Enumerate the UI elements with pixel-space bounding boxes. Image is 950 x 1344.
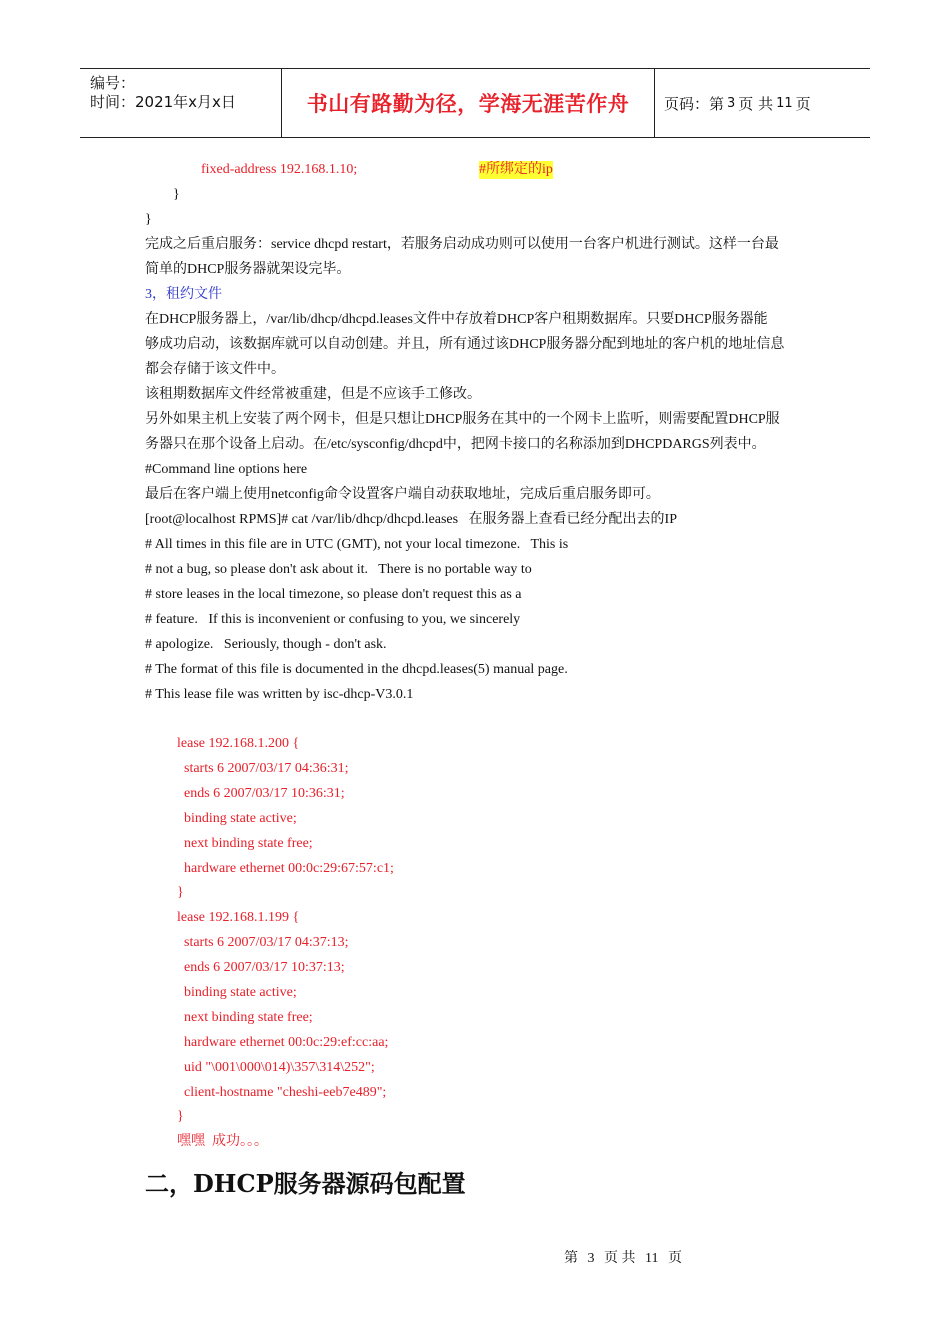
nic-text-2: 务器只在那个设备上启动。在/etc/sysconfig/dhcpd中，把网卡接口的名称添加到DHCPDARGS列表中。: [145, 437, 766, 452]
page-header: [80, 68, 870, 138]
leases-comment-7: # This lease file was written by isc-dhcp-V3.0.1: [145, 687, 414, 702]
success-note: 嘿嘿 成功。。。: [177, 1134, 268, 1149]
lease2-close: }: [177, 1109, 184, 1124]
leases-comment-2: # not a bug, so please don't ask about it. There is no portable way to: [145, 562, 532, 577]
footer-current: 3: [587, 1251, 595, 1266]
footer-mid: 页 共: [604, 1251, 636, 1266]
leases-comment-1: # All times in this file are in UTC (GMT), not your local timezone. This is: [145, 537, 569, 552]
lease1-next-binding: next binding state free;: [184, 836, 313, 851]
closing-brace-outer: }: [145, 212, 152, 227]
lease2-binding: binding state active;: [184, 985, 297, 1000]
rebuild-note: 该租期数据库文件经常被重建，但是不应该手工修改。: [145, 387, 481, 402]
footer-suffix: 页: [667, 1251, 682, 1266]
restart-text-1: 完成之后重启服务：service dhcpd restart，若服务启动成功则可以使用一台客户机进行测试。这样一台最: [145, 237, 779, 252]
nic-text-1: 另外如果主机上安装了两个网卡，但是只想让DHCP服务在其中的一个网卡上监听，则需要配置DHCP服: [145, 412, 780, 427]
page-suffix: 页: [795, 94, 811, 113]
netconfig-text: 最后在客户端上使用netconfig命令设置客户端自动获取地址，完成后重启服务即可。: [145, 487, 660, 502]
section2-title: 二，DHCP服务器源码包配置: [145, 1169, 466, 1198]
leases-comment-4: # feature. If this is inconvenient or confusing to you, we sincerely: [145, 612, 521, 627]
footer-prefix: 第: [564, 1251, 578, 1266]
section3-heading: 3，租约文件: [145, 287, 222, 302]
header-page-cell: [655, 69, 870, 137]
lease2-hardware: hardware ethernet 00:0c:29:ef:cc:aa;: [184, 1035, 389, 1050]
cat-command: [root@localhost RPMS]# cat /var/lib/dhcp/dhcpd.leases 在服务器上查看已经分配出去的IP: [145, 512, 678, 527]
lease2-next-binding: next binding state free;: [184, 1010, 313, 1025]
leases-comment-3: # store leases in the local timezone, so please don't request this as a: [145, 587, 522, 602]
page-mid: 页 共: [738, 94, 774, 113]
lease2-starts: starts 6 2007/03/17 04:37:13;: [184, 935, 349, 950]
footer-total: 11: [645, 1251, 659, 1266]
cmdline-comment: #Command line options here: [145, 462, 308, 477]
restart-text-2: 简单的DHCP服务器就架设完毕。: [145, 262, 351, 277]
lease-desc-3: 都会存储于该文件中。: [145, 362, 285, 377]
page-current: 3: [727, 95, 736, 111]
header-motto: 书山有路勤为径，学海无涯苦作舟: [306, 92, 630, 116]
leases-comment-6: # The format of this file is documented in the dhcpd.leases(5) manual page.: [145, 662, 568, 677]
lease1-starts: starts 6 2007/03/17 04:36:31;: [184, 761, 349, 776]
header-motto-cell: [282, 69, 655, 137]
header-meta-cell: [80, 69, 282, 137]
lease1-hardware: hardware ethernet 00:0c:29:67:57:c1;: [184, 861, 394, 876]
lease2-ends: ends 6 2007/03/17 10:37:13;: [184, 960, 345, 975]
lease2-uid: uid "\001\000\014)\357\314\252";: [184, 1060, 375, 1075]
lease1-ends: ends 6 2007/03/17 10:36:31;: [184, 786, 345, 801]
date-label: 时间：2021年x月x日: [90, 93, 236, 111]
lease1-binding: binding state active;: [184, 811, 297, 826]
lease-desc-2: 够成功启动，该数据库就可以自动创建。并且，所有通过该DHCP服务器分配到地址的客户机的地址信息: [145, 337, 785, 352]
lease2-hostname: client-hostname "cheshi-eeb7e489";: [184, 1085, 387, 1100]
page-total: 11: [776, 95, 793, 111]
lease1-close: }: [177, 885, 184, 900]
fixed-address-comment: #所绑定的ip: [479, 162, 553, 177]
page-footer: [564, 1247, 688, 1267]
lease1-open: lease 192.168.1.200 {: [177, 736, 300, 751]
fixed-address-line: fixed-address 192.168.1.10;: [201, 162, 358, 177]
page-prefix: 页码：第: [664, 94, 725, 113]
lease-desc-1: 在DHCP服务器上，/var/lib/dhcp/dhcpd.leases文件中存放着DHCP客户租期数据库。只要DHCP服务器能: [145, 312, 768, 327]
closing-brace-inner: }: [173, 187, 180, 202]
leases-comment-5: # apologize. Seriously, though - don't ask.: [145, 637, 387, 652]
lease2-open: lease 192.168.1.199 {: [177, 910, 300, 925]
number-label: 编号：: [90, 74, 136, 92]
